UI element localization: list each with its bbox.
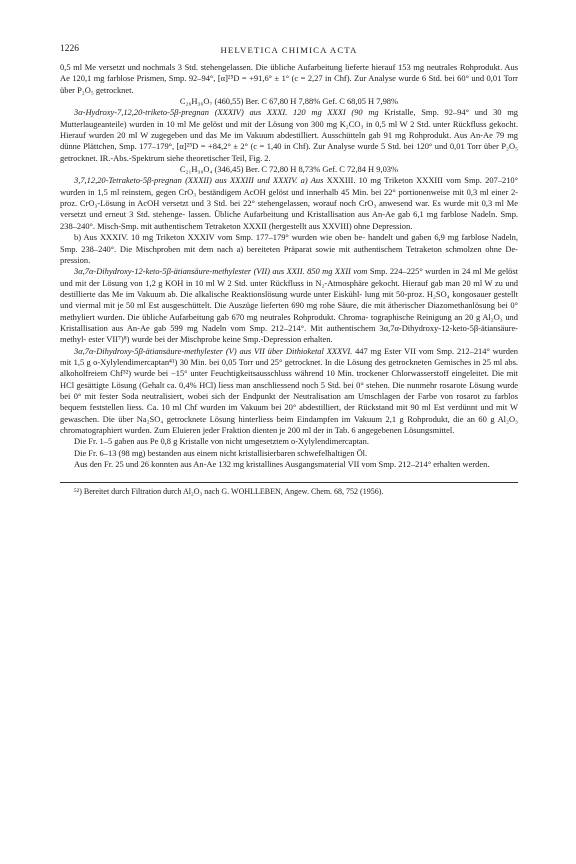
paragraph: Die Fr. 6–13 (98 mg) bestanden aus einem nicht kristallisierbaren schwefelhaltigen Öl. (74, 447, 368, 458)
journal-page (60, 44, 518, 497)
running-header (60, 44, 518, 58)
footnote-divider (60, 482, 518, 483)
page-number: 1226 (60, 44, 79, 54)
paragraph: Die Fr. 1–5 gaben aus Pe 0,8 g Kristalle von nicht umgesetztem o-Xylylendimercaptan. (74, 436, 370, 447)
paragraph: b) Aus XXXIV. 10 mg Triketon XXXIV vom Smp. 177–179° wurden wie oben be- handelt und gaben 6,9 mg farblose Nadeln, Smp. 238–240°. Die Mischproben mit dem nach a) bereiteten Präparat sowie mit authentischem Tetraketon schmolzen ohne De- pression. (60, 232, 518, 265)
journal-title: HELVETICA CHIMICA ACTA (220, 45, 358, 55)
paragraph: 3,7,12,20-Tetraketo-5β-pregnan (XXXII) aus XXXIII und XXXIV. a) Aus XXXIII. 10 mg Triketon XXXIII vom Smp. 207–210° wurden in 1,5 ml reinstem, gegen CrO₃ beständigem AcOH gelöst und innerhalb 45 Min. bei 22° portionenweise mit 0,3 ml einer 2-proz. CrO₃-Lösung in AcOH versetzt und 3 Std. bei 22° stehengelassen, worauf noch CrO₃ anwesend war. Es wurde mit 0,3 ml Me versetzt und erneut 3 Std. stehenge- lassen. Übliche Aufarbeitung und Kristallisation aus An-Ae gab 6,1 mg farblose Nadeln. Smp. 238–240°. Misch-Smp. mit authentischem Tetraketon XXXII (hergestellt aus XXVIII) ohne Depression. (60, 175, 519, 231)
paragraph: 0,5 ml Me versetzt und nochmals 3 Std. stehengelassen. Die übliche Aufarbeitung lieferte hierauf 153 mg neutrales Rohprodukt. Aus Ae 120,1 mg farblose Prismen, Smp. 92–94°, [α]²⁵D = +91,6° ± 1° (c = 2,27 in Chf). Zur Analyse wurde 6 Std. bei 60° und 0,01 Torr über P₂O₅ getrocknet. (60, 62, 519, 95)
paragraph: 3α-Hydroxy-7,12,20-triketo-5β-pregnan (XXXIV) aus XXXI. 120 mg XXXI (90 mg Kristalle, Smp. 92–94° und 30 mg Mutterlaugeanteile) wurden in 10 ml Me gelöst und mit der Lösung von 300 mg K₂CO₃ in 0,5 ml W 2 Std. unter Rückfluss gekocht. Hierauf wurden 20 ml W zugegeben und das Me im Vakuum abdestilliert. Ausschütteln gab 91 mg Rohprodukt. Aus An-Ae 79 mg dünne Plättchen, Smp. 177–179°, [α]²⁵D = +84,2° ± 2° (c = 1,40 in Chf). Zur Analyse wurde 5 Std. bei 120° und 0,01 Torr über P₂O₅ getrocknet. IR.-Abs.-Spektrum siehe theoretischer Teil, Fig. 2. (60, 107, 519, 163)
paragraph: Aus den Fr. 25 und 26 konnten aus An-Ae 132 mg kristallines Ausgangsmaterial VII vom Smp. 212–214° erhalten werden. (74, 459, 490, 470)
analysis-formula: C₂₁H₃₀O₄ (346,45) Ber. C 72,80 H 8,73% Gef. C 72,84 H 9,03% (179, 164, 399, 175)
paragraph: 3α,7α-Dihydroxy-12-keto-5β-ätiansäure-methylester (VII) aus XXII. 850 mg XXII vom Smp. 224–225° wurden in 24 ml Me gelöst und mit der Lösung von 1,2 g KOH in 10 ml W 2 Std. unter Rückfluss in N₂-Atmosphäre gekocht. Hierauf gab man 20 ml W zu und destillierte das Me im Vakuum ab. Die alkalische Reaktionslösung wurde unter Eiskühl- lung mit 50-proz. H₂SO₄ kongosauer gestellt und viermal mit je 50 ml Est ausgeschüttelt. Die Auszüge lieferten 690 mg rohe Säure, die mit ätherischer Diazomethanlösung bei 0° methyliert wurden. Die übliche Aufarbeitung gab 670 mg neutrales Rohprodukt. Chroma- tographische Reinigung an 20 g Al₂O₃ und Kristallisation aus An-Ae gab 599 mg Nadeln vom Smp. 212–214°. Mit authentischem 3α,7α-Dihydroxy-12-keto-5β-ätiansäure-methyl- ester VII⁷)⁸) wurde bei der Mischprobe keine Smp.-Depression erhalten. (60, 266, 519, 345)
footnote: ⁵²) Bereitet durch Filtration durch Al₂O₃ nach G. WOHLLEBEN, Angew. Chem. 68, 752 (1956). (74, 487, 384, 497)
paragraph: 3α,7α-Dihydroxy-5β-ätiansäure-methylester (V) aus VII über Dithioketal XXXVI. 447 mg Ester VII vom Smp. 212–214° wurden mit 1,5 g o-Xylylendimercaptan⁴¹) 30 Min. bei 0,05 Torr und 25° getrocknet. In die Lösung des getrockneten Gemisches in 25 ml abs. alkoholfreiem Chf⁵²) wurde bei −15° unter Feuchtigkeitsausschluss während 10 Min. trockener Chlorwasserstoff eingeleitet. Die mit HCl gesättigte Lösung (Gehalt ca. 0,4% HCl) liess man anschliessend noch 5 Std. bei 0° stehen. Die nunmehr rosarote Lösung wurde bei 0° mit fester Soda neutralisiert, wobei sich der Endpunkt der Neutralisation am Umschlagen der Farbe von rosarot zu farblos bequem feststellen liess. Ca. 10 ml Chf wurden im Vakuum bei 20° abdestilliert, der Rückstand mit 90 ml Est verdünnt und mit W gewaschen. Die über Na₂SO₄ getrocknete Lösung hinterliess beim Eindampfen im Vakuum 2,1 g Rohprodukt, die an 60 g Al₂O₃ chromatographiert wurden. Zum Eluieren jeder Fraktion dienten je 200 ml der in Tab. 6 angegebenen Lösungsmittel. (60, 345, 519, 435)
article-body (60, 62, 518, 470)
analysis-formula: C₂₆H₃₆O₇ (460,55) Ber. C 67,80 H 7,88% Gef. C 68,05 H 7,98% (179, 96, 399, 107)
